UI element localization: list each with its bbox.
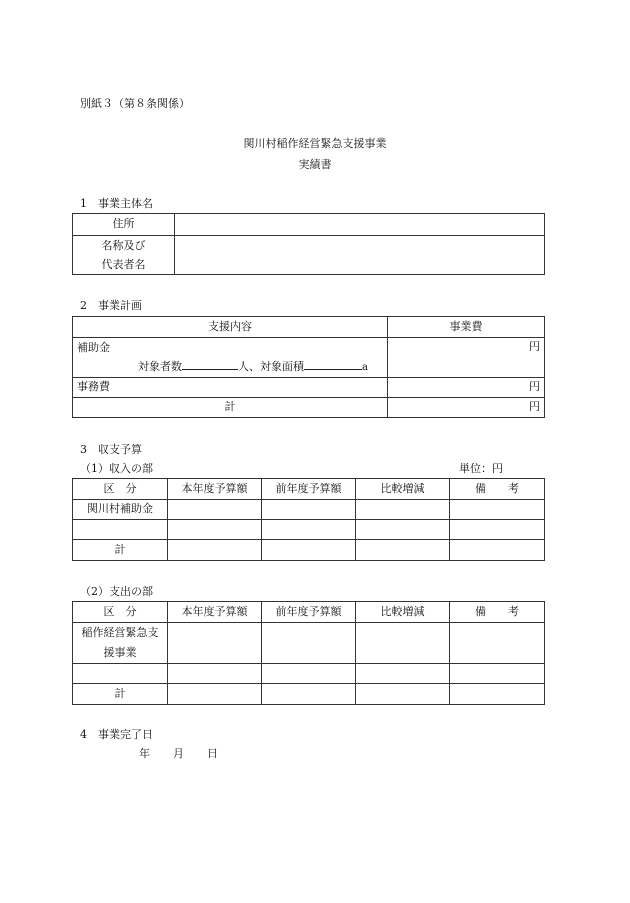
plan-col-cost: 事業費 — [388, 317, 545, 338]
expense-col-notes: 備 考 — [450, 602, 545, 623]
table-cell — [450, 684, 545, 705]
table-cell — [262, 520, 356, 540]
name-representative-label — [73, 236, 175, 275]
table-cell — [168, 520, 262, 540]
income-col-category: 区 分 — [73, 479, 168, 500]
target-count-label: 対象者数 — [138, 360, 182, 373]
target-area-unit: a — [362, 362, 368, 373]
expense-table — [72, 601, 545, 705]
subsidy-cell — [73, 338, 388, 378]
address-value — [175, 214, 545, 236]
expense-row-label-line2: 援事業 — [103, 646, 137, 659]
name-label-line1: 名称及び — [101, 239, 146, 252]
table-cell — [356, 520, 450, 540]
annex-label: 別紙３（第８条関係） — [80, 97, 190, 110]
income-row-subsidy: 関川村補助金 — [73, 500, 168, 520]
income-col-current: 本年度予算額 — [168, 479, 262, 500]
table-cell — [450, 623, 545, 664]
table-cell — [73, 520, 168, 540]
table-cell — [262, 500, 356, 520]
income-subheading: （1）収入の部 — [80, 462, 153, 475]
completion-day: 日 — [207, 747, 218, 760]
document-title: 関川村稲作経営緊急支援事業 — [243, 137, 387, 150]
target-count-unit: 人、対象面積 — [238, 360, 304, 373]
expense-subheading: （2）支出の部 — [80, 585, 153, 598]
expense-col-diff: 比較増減 — [356, 602, 450, 623]
section1-heading: 1 事業主体名 — [80, 197, 153, 210]
expense-col-current: 本年度予算額 — [168, 602, 262, 623]
target-count-blank — [182, 359, 238, 370]
subsidy-label: 補助金 — [77, 341, 110, 354]
table-cell — [262, 684, 356, 705]
expense-row-label-line1: 稲作経営緊急支 — [81, 626, 159, 639]
income-col-previous: 前年度予算額 — [262, 479, 356, 500]
table-cell — [356, 684, 450, 705]
table-cell — [450, 664, 545, 684]
name-representative-value — [175, 236, 545, 275]
section4-heading: 4 事業完了日 — [80, 728, 153, 741]
plan-total-cost: 円 — [388, 398, 545, 418]
expense-row-project — [73, 623, 168, 664]
table-cell — [168, 623, 262, 664]
income-unit-note: 単位：円 — [459, 462, 503, 475]
table-cell — [356, 500, 450, 520]
table-cell — [356, 623, 450, 664]
table-cell — [356, 664, 450, 684]
expense-col-category: 区 分 — [73, 602, 168, 623]
target-area-blank — [304, 359, 362, 370]
admin-label: 事務費 — [73, 378, 388, 398]
table-cell — [168, 684, 262, 705]
table-cell — [356, 540, 450, 561]
table-cell — [450, 540, 545, 561]
completion-year: 年 — [139, 747, 150, 760]
expense-col-previous: 前年度予算額 — [262, 602, 356, 623]
section2-heading: 2 事業計画 — [80, 299, 142, 312]
table-cell — [168, 500, 262, 520]
table-cell — [450, 520, 545, 540]
table-cell — [168, 540, 262, 561]
table-cell — [262, 664, 356, 684]
income-table — [72, 478, 545, 561]
section3-heading: 3 収支予算 — [80, 443, 142, 456]
income-total-label: 計 — [73, 540, 168, 561]
table-cell — [73, 664, 168, 684]
address-label: 住所 — [73, 214, 175, 236]
subsidy-cost: 円 — [388, 338, 545, 378]
entity-table — [72, 213, 545, 275]
table-cell — [262, 623, 356, 664]
table-cell — [168, 664, 262, 684]
document-subtitle: 実績書 — [298, 158, 332, 171]
admin-cost: 円 — [388, 378, 545, 398]
expense-total-label: 計 — [73, 684, 168, 705]
table-cell — [262, 540, 356, 561]
plan-table — [72, 316, 545, 418]
completion-month: 月 — [173, 747, 184, 760]
plan-col-content: 支援内容 — [73, 317, 388, 338]
income-col-diff: 比較増減 — [356, 479, 450, 500]
table-cell — [450, 500, 545, 520]
name-label-line2: 代表者名 — [101, 258, 146, 271]
income-col-notes: 備 考 — [450, 479, 545, 500]
plan-total-label: 計 — [73, 398, 388, 418]
